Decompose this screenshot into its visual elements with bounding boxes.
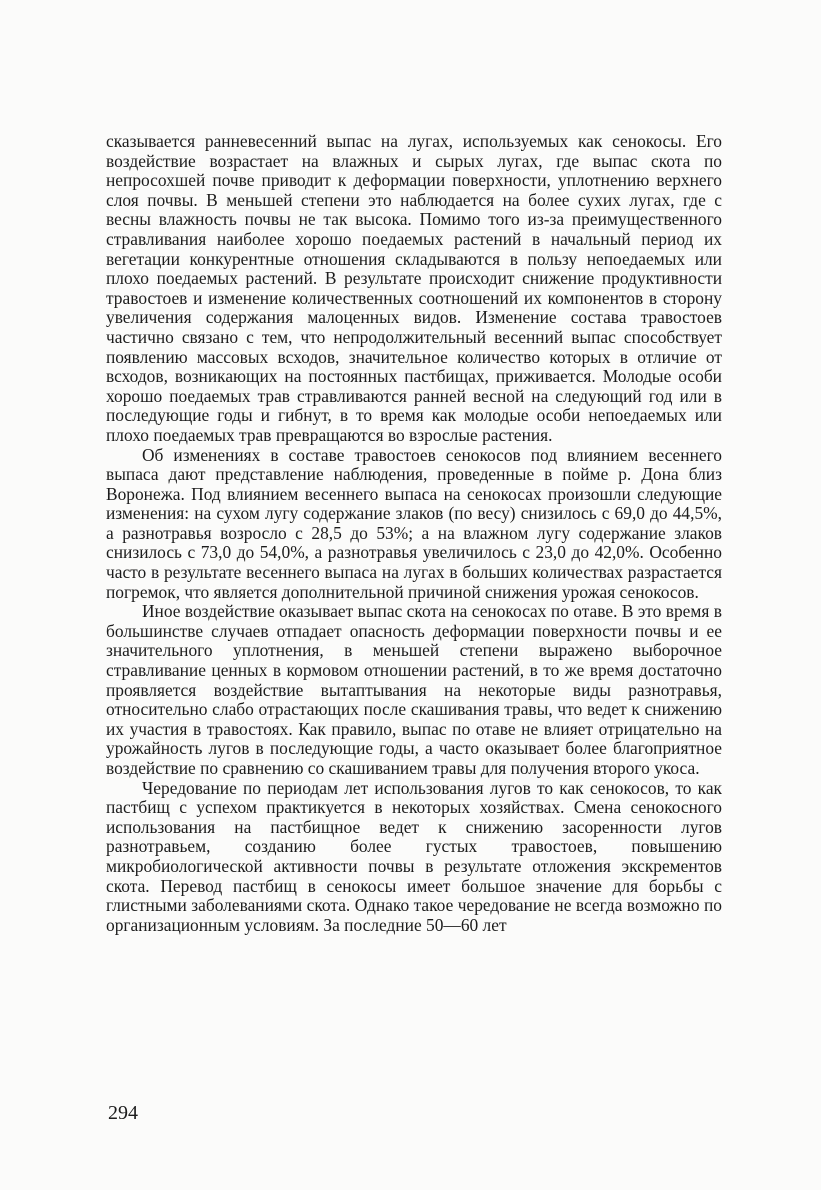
- paragraph-4: Чередование по периодам лет использования лугов то как сенокосов, то как пастбищ с успехом практикуется в некоторых хозяйствах. Смена сенокосного использования на пастбищное ведет к снижению засоренности лугов разнотравьем, созданию более густых травостоев, повышению микробиологической активности почвы в результате отложения экскрементов скота. Перевод пастбищ в сенокосы имеет большое значение для борьбы с глистными заболеваниями скота. Однако такое чередование не всегда возможно по организационным условиям. За последние 50—60 лет: [106, 777, 722, 935]
- paragraph-1: сказывается ранневесенний выпас на лугах, используемых как сенокосы. Его воздействие возрастает на влажных и сырых лугах, где выпас скота по непросохшей почве приводит к деформации поверхности, уплотнению верхнего слоя почвы. В меньшей степени это наблюдается на более сухих лугах, где с весны влажность почвы не так высока. Помимо того из-за преимущественного стравливания наиболее хорошо поедаемых растений в начальный период их вегетации конкурентные отношения складываются в пользу непоедаемых или плохо поедаемых растений. В результате происходит снижение продуктивности травостоев и изменение количественных соотношений их компонентов в сторону увеличения содержания малоценных видов. Изменение состава травостоев частично связано с тем, что непродолжительный весенний выпас способствует появлению массовых всходов, значительное количество которых в отличие от всходов, возникающих на постоянных пастбищах, приживается. Молодые особи хорошо поедаемых трав стравливаются ранней весной на следующий год или в последующие годы и гибнут, в то время как молодые особи непоедаемых или плохо поедаемых трав превращаются во взрослые растения.: [106, 131, 722, 445]
- page-number: 294: [108, 1102, 138, 1124]
- body-text: [106, 132, 722, 935]
- paragraph-3: Иное воздействие оказывает выпас скота на сенокосах по отаве. В это время в большинстве случаев отпадает опасность деформации поверхности почвы и ее значительного уплотнения, в меньшей степени выражено выборочное стравливание ценных в кормовом отношении растений, в то же время достаточно проявляется воздействие вытаптывания на некоторые виды разнотравья, относительно слабо отрастающих после скашивания травы, что ведет к снижению их участия в травостоях. Как правило, выпас по отаве не влияет отрицательно на урожайность лугов в последующие годы, а часто оказывает более благоприятное воздействие по сравнению со скашиванием травы для получения второго укоса.: [106, 601, 722, 778]
- paragraph-2: Об изменениях в составе травостоев сенокосов под влиянием весеннего выпаса дают представление наблюдения, проведенные в пойме р. Дона близ Воронежа. Под влиянием весеннего выпаса на сенокосах произошли следующие изменения: на сухом лугу содержание злаков (по весу) снизилось с 69,0 до 44,5%, а разнотравья возросло с 28,5 до 53%; а на влажном лугу содержание злаков снизилось с 73,0 до 54,0%, а разнотравья увеличилось с 23,0 до 42,0%. Особенно часто в результате весеннего выпаса на лугах в больших количествах разрастается погремок, что является дополнительной причиной снижения урожая сенокосов.: [106, 444, 722, 602]
